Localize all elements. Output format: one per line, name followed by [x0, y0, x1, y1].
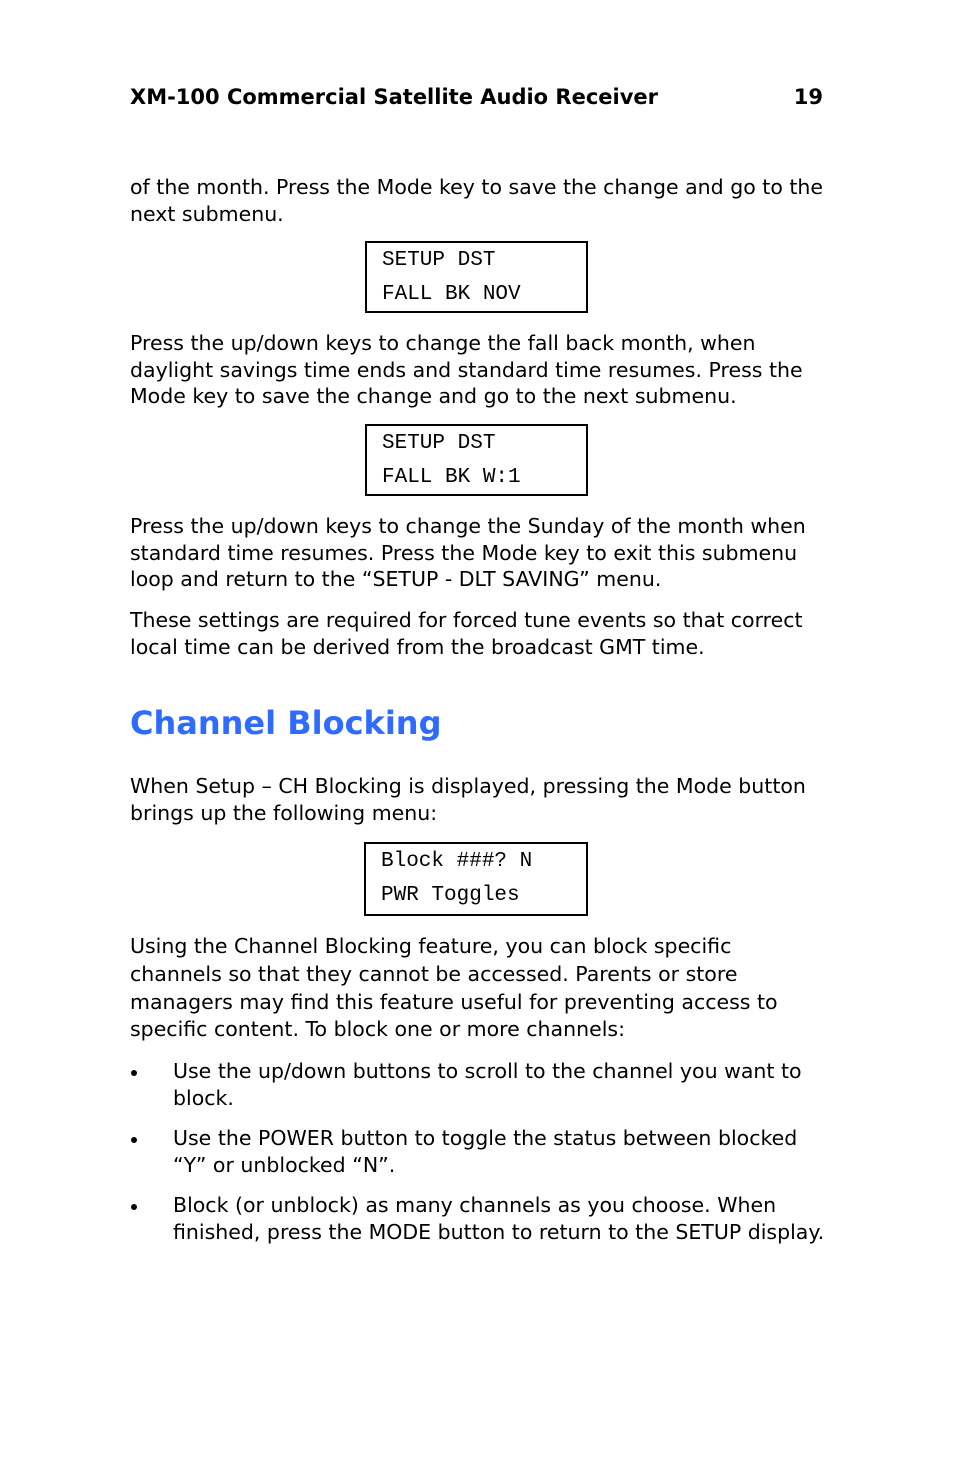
list-item-text: Use the up/down buttons to scroll to the channel you want to block.: [173, 1059, 802, 1110]
list-item-text: Block (or unblock) as many channels as you choose. When finished, press the MODE button to return to the SETUP display.: [173, 1193, 825, 1244]
paragraph: Press the up/down keys to change the fall back month, when daylight savings time ends and standard time resumes. Press the Mode key to save the change and go to the next submenu.: [130, 331, 803, 409]
lcd-line: SETUP DST: [382, 432, 496, 455]
paragraph: of the month. Press the Mode key to save the change and go to the next submenu.: [130, 175, 824, 226]
page-number: 19: [793, 85, 823, 109]
lcd-line: Block ###? N: [381, 850, 533, 873]
bullet-icon: [131, 1204, 137, 1210]
list-item-text: Use the POWER button to toggle the status between blocked “Y” or unblocked “N”.: [173, 1126, 798, 1177]
lcd-display-fall-back-week: [365, 424, 588, 496]
lcd-display-block-menu: [364, 842, 588, 916]
header-title: XM-100 Commercial Satellite Audio Receiver: [130, 85, 659, 109]
section-heading: Channel Blocking: [130, 704, 442, 742]
lcd-line: FALL BK W:1: [382, 466, 521, 489]
list-item: [130, 1058, 825, 1111]
paragraph: Using the Channel Blocking feature, you can block specific channels so that they cannot be accessed. Parents or store managers may find this feature useful for preventing access to specific content. To block one or more channels:: [130, 934, 778, 1042]
bullet-icon: [131, 1137, 137, 1143]
paragraph: These settings are required for forced tune events so that correct local time can be derived from the broadcast GMT time.: [130, 608, 803, 659]
bullet-list: [130, 1058, 825, 1246]
lcd-line: FALL BK NOV: [382, 283, 521, 306]
list-item: [130, 1192, 825, 1245]
paragraph: When Setup – CH Blocking is displayed, pressing the Mode button brings up the following menu:: [130, 774, 806, 825]
list-item: [130, 1125, 825, 1178]
lcd-line: PWR Toggles: [381, 884, 520, 907]
lcd-line: SETUP DST: [382, 249, 496, 272]
bullet-icon: [131, 1070, 137, 1076]
lcd-display-fall-back-month: [365, 241, 588, 313]
paragraph: Press the up/down keys to change the Sunday of the month when standard time resumes. Press the Mode key to exit this submenu loop and return to the “SETUP - DLT SAVING” menu.: [130, 514, 806, 592]
